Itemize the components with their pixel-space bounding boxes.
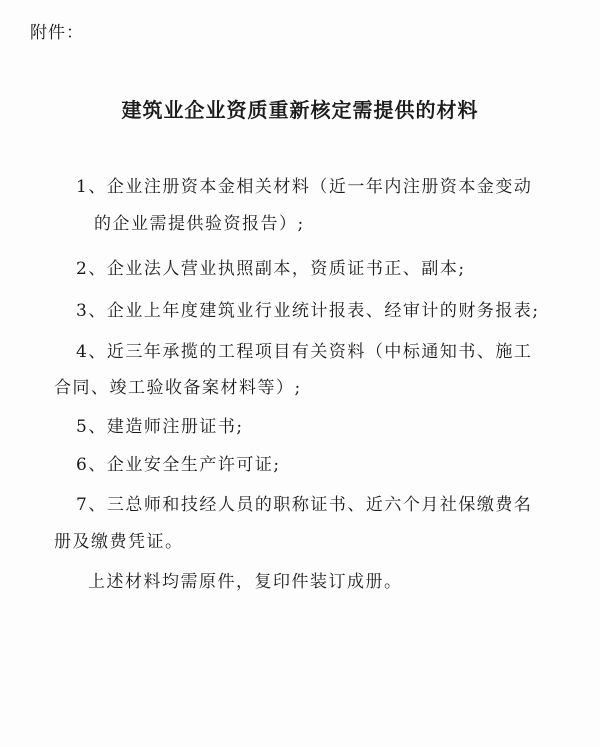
document-title: 建筑业企业资质重新核定需提供的材料 [121, 98, 479, 122]
item-4-line-2: 合同、竣工验收备案材料等）; [54, 378, 302, 398]
item-7-line-1: 7、三总师和技经人员的职称证书、近六个月社保缴费名 [76, 495, 533, 515]
item-2-line: 2、企业法人营业执照副本，资质证书正、副本; [76, 259, 466, 279]
item-3-line: 3、企业上年度建筑业行业统计报表、经审计的财务报表; [76, 301, 540, 321]
item-6-line: 6、企业安全生产许可证; [76, 455, 281, 475]
item-7-line-2: 册及缴费凭证。 [54, 532, 184, 552]
item-1-line-1: 1、企业注册资本金相关材料（近一年内注册资本金变动 [76, 177, 533, 197]
item-5-line: 5、建造师注册证书; [76, 417, 244, 437]
item-4-line-1: 4、近三年承揽的工程项目有关资料（中标通知书、施工 [76, 342, 533, 362]
closing-note: 上述材料均需原件，复印件装订成册。 [88, 572, 403, 592]
attachment-label: 附件： [30, 23, 84, 43]
item-1-line-2: 的企业需提供验资报告）; [94, 214, 305, 234]
